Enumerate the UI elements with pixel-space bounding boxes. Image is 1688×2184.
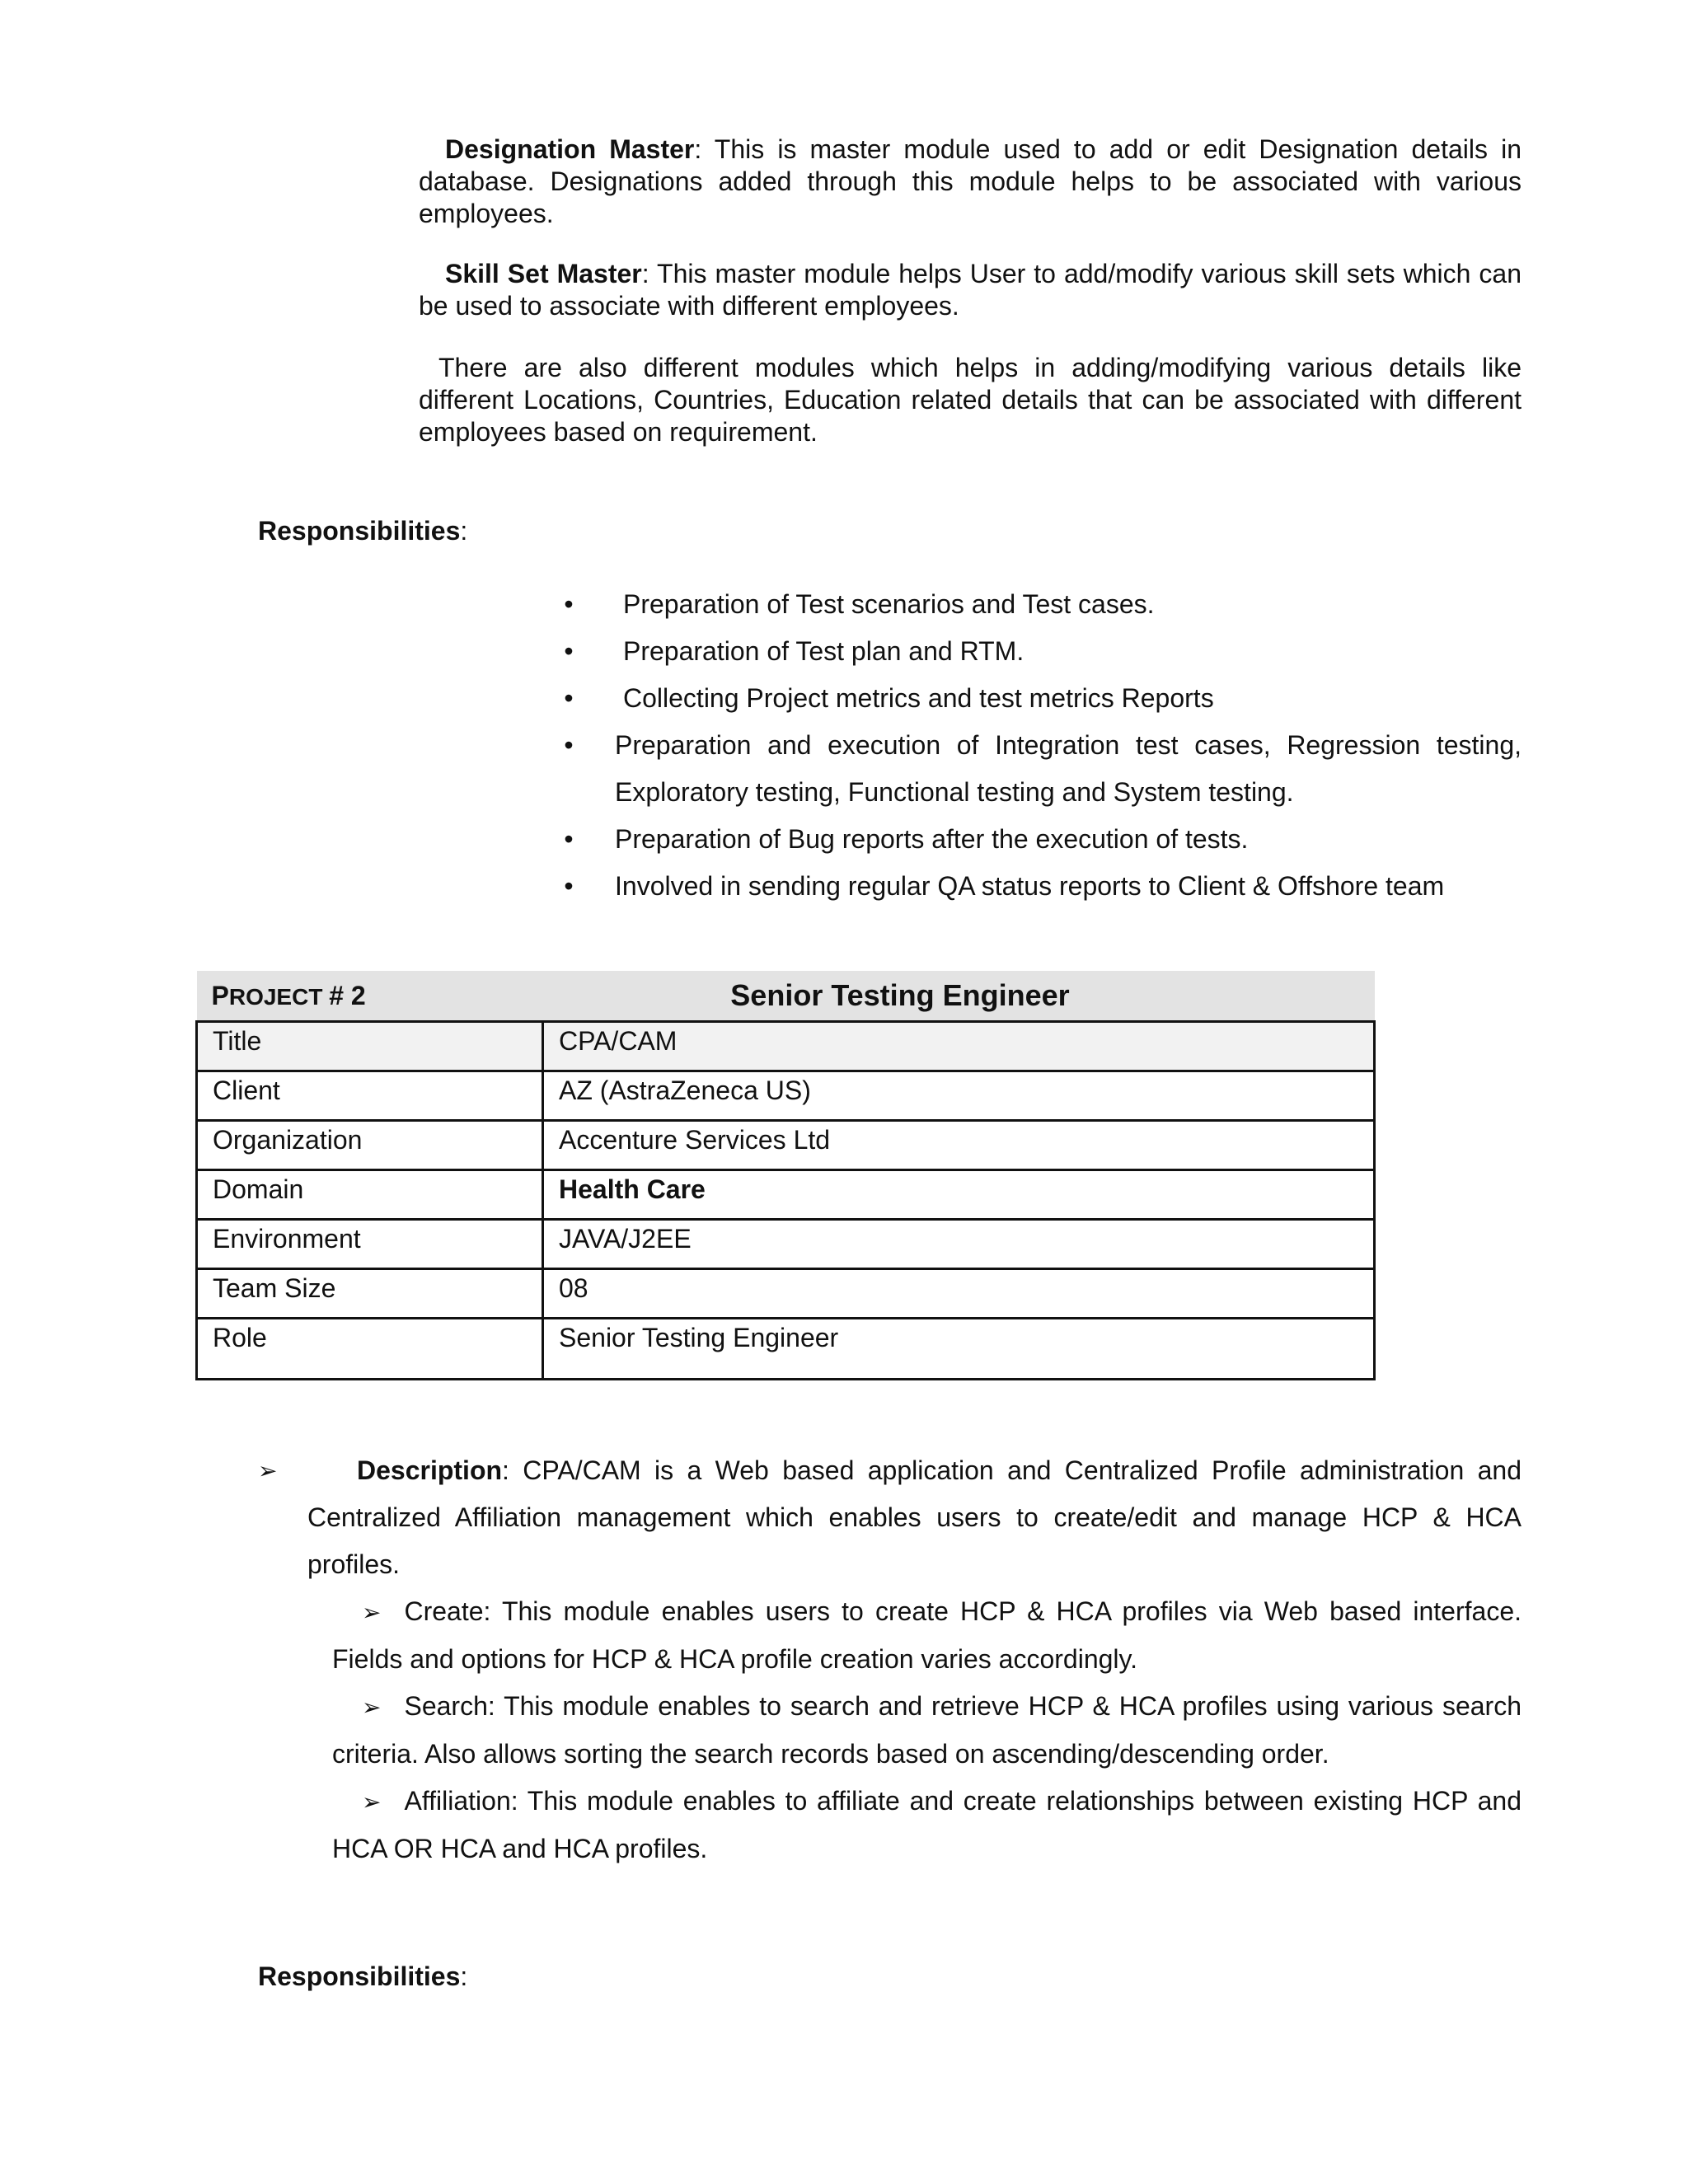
list-item: • Preparation of Test scenarios and Test cases. [560, 581, 1522, 628]
responsibilities-heading-text: Responsibilities [258, 1961, 461, 1991]
table-value-cell: 08 [543, 1269, 1375, 1319]
table-row [197, 1121, 1375, 1170]
table-row [197, 1220, 1375, 1269]
description-section [258, 1447, 1522, 1872]
table-value-cell: AZ (AstraZeneca US) [543, 1071, 1375, 1121]
module-item-search: ➢ Search: This module enables to search and retrieve HCP & HCA profiles using various search criteria. Also allows sorting the search records based on ascending/descending order. [332, 1691, 1522, 1769]
arrow-bullet-icon: ➢ [362, 1599, 382, 1626]
table-value-cell: Health Care [543, 1170, 1375, 1220]
table-value-cell: CPA/CAM [543, 1022, 1375, 1071]
project-number-label: PROJECT # 2 [197, 971, 543, 1022]
bullet-icon: • [564, 589, 574, 619]
arrow-bullet-icon: ➢ [362, 1694, 382, 1721]
bullet-icon: • [564, 824, 574, 854]
skill-set-master-label: Skill Set Master [445, 259, 642, 288]
list-item: • Collecting Project metrics and test metrics Reports [560, 675, 1522, 722]
description-paragraph [258, 1447, 1522, 1588]
bullet-icon: • [564, 636, 574, 666]
other-modules-paragraph: There are also different modules which helps in adding/modifying various details like different Locations, Countries, Education related details that can be associated with different employees based on requirement. [419, 353, 1522, 447]
list-item: • Involved in sending regular QA status reports to Client & Offshore team [560, 863, 1522, 910]
project-header-row [197, 971, 1375, 1022]
table-value-cell: Senior Testing Engineer [543, 1319, 1375, 1380]
list-item: • Preparation of Bug reports after the execution of tests. [560, 816, 1522, 863]
designation-master-paragraph [419, 134, 1522, 230]
designation-master-label: Designation Master [445, 134, 695, 164]
responsibilities-heading-colon: : [460, 516, 468, 546]
list-item: • Preparation of Test plan and RTM. [560, 628, 1522, 675]
skill-set-master-paragraph [419, 258, 1522, 322]
table-value-cell: Accenture Services Ltd [543, 1121, 1375, 1170]
table-key-cell: Environment [197, 1220, 543, 1269]
responsibilities-heading-text: Responsibilities [258, 516, 461, 546]
arrow-bullet-icon: ➢ [362, 1788, 382, 1816]
table-row [197, 1071, 1375, 1121]
table-row [197, 1022, 1375, 1071]
description-text: : CPA/CAM is a Web based application and Centralized Profile administration and Centralized Affiliation management which enables users to create/edit and manage HCP & HCA profiles. [307, 1455, 1522, 1579]
list-item: • Preparation and execution of Integration test cases, Regression testing, Exploratory testing, Functional testing and System testing. [560, 722, 1522, 816]
table-key-cell: Role [197, 1319, 543, 1380]
table-key-cell: Team Size [197, 1269, 543, 1319]
skill-set-master-text: : This master module helps User to add/modify various skill sets which can be used to associate with different employees. [419, 259, 1522, 321]
description-label: Description [357, 1455, 503, 1485]
table-key-cell: Title [197, 1022, 543, 1071]
table-row [197, 1269, 1375, 1319]
designation-master-text: : This is master module used to add or edit Designation details in database. Designations added through this module helps to be associated with various employees. [419, 134, 1522, 228]
table-row [197, 1319, 1375, 1380]
table-value-cell: JAVA/J2EE [543, 1220, 1375, 1269]
project-table [195, 971, 1376, 1380]
responsibilities-heading-2 [258, 1961, 467, 1992]
bullet-icon: • [564, 871, 574, 901]
table-key-cell: Domain [197, 1170, 543, 1220]
responsibilities-list [560, 581, 1522, 910]
responsibilities-heading-colon: : [460, 1961, 468, 1991]
bullet-icon: • [564, 730, 574, 760]
responsibilities-heading [258, 516, 467, 546]
project-role-heading: Senior Testing Engineer [543, 971, 1375, 1022]
module-item-affiliation: ➢ Affiliation: This module enables to affiliate and create relationships between existing HCP and HCA OR HCA and HCA profiles. [332, 1786, 1522, 1863]
bullet-icon: • [564, 683, 574, 713]
module-item-create: ➢ Create: This module enables users to create HCP & HCA profiles via Web based interface. Fields and options for HCP & HCA profile creation varies accordingly. [332, 1596, 1522, 1674]
table-row [197, 1170, 1375, 1220]
table-key-cell: Organization [197, 1121, 543, 1170]
arrow-bullet-icon: ➢ [258, 1457, 278, 1484]
table-key-cell: Client [197, 1071, 543, 1121]
